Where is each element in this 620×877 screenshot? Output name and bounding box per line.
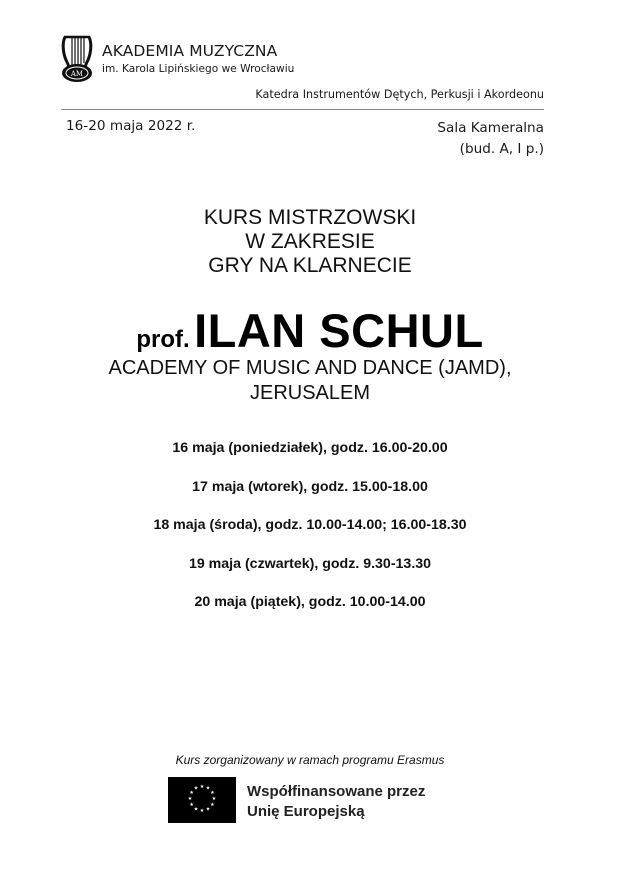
institution-subtitle: im. Karola Lipińskiego we Wrocławiu [102,63,295,75]
eu-cofinancing-text [247,782,425,822]
course-title-line: KURS MISTRZOWSKI [203,206,417,229]
erasmus-note: Kurs zorganizowany w ramach programu Erasmus [175,753,445,767]
schedule-item: 20 maja (piątek), godz. 10.00-14.00 [194,594,426,610]
cofinanced-line: Współfinansowane przez [247,783,426,800]
svg-text:★: ★ [205,806,211,813]
lecturer-affiliation [0,356,620,406]
header-divider [61,109,544,110]
svg-text:★: ★ [189,802,194,808]
svg-text:★: ★ [189,790,194,796]
svg-text:★: ★ [199,808,205,814]
lecturer-name: ILAN SCHUL [194,304,484,357]
course-title-line: GRY NA KLARNECIE [208,254,412,277]
affiliation-line: JERUSALEM [249,382,371,404]
schedule-item: 16 maja (poniedziałek), godz. 16.00-20.00 [172,440,448,456]
svg-text:★: ★ [193,785,199,792]
svg-text:★: ★ [211,796,217,802]
svg-text:★: ★ [193,806,199,813]
venue-building: (bud. A, I p.) [459,141,544,157]
cofinanced-line: Unię Europejską [247,803,365,820]
event-dates: 16-20 maja 2022 r. [66,118,196,134]
lecturer-heading [0,303,620,358]
svg-text:★: ★ [205,785,211,792]
affiliation-line: ACADEMY OF MUSIC AND DANCE (JAMD), [108,357,512,379]
schedule-item: 18 maja (środa), godz. 10.00-14.00; 16.00-18.30 [153,517,467,533]
svg-text:★: ★ [187,796,193,802]
venue-hall: Sala Kameralna [437,120,544,136]
schedule-item: 19 maja (czwartek), godz. 9.30-13.30 [188,555,432,572]
event-venue [437,118,544,160]
lyre-icon [60,33,94,83]
svg-text:★: ★ [210,790,215,796]
eu-flag-icon [168,777,236,823]
course-title [0,206,620,278]
institution-name: AKADEMIA MUZYCZNA [102,42,278,60]
department-name: Katedra Instrumentów Dętych, Perkusji i Akordeonu [255,88,544,101]
svg-text:★: ★ [199,784,205,790]
schedule-item: 17 maja (wtorek), godz. 15.00-18.00 [192,478,428,495]
schedule-list [0,440,620,633]
svg-text:★: ★ [210,802,215,808]
svg-text:AM: AM [70,70,84,78]
course-title-line: W ZAKRESIE [245,230,375,253]
lecturer-title: prof. [136,326,190,353]
